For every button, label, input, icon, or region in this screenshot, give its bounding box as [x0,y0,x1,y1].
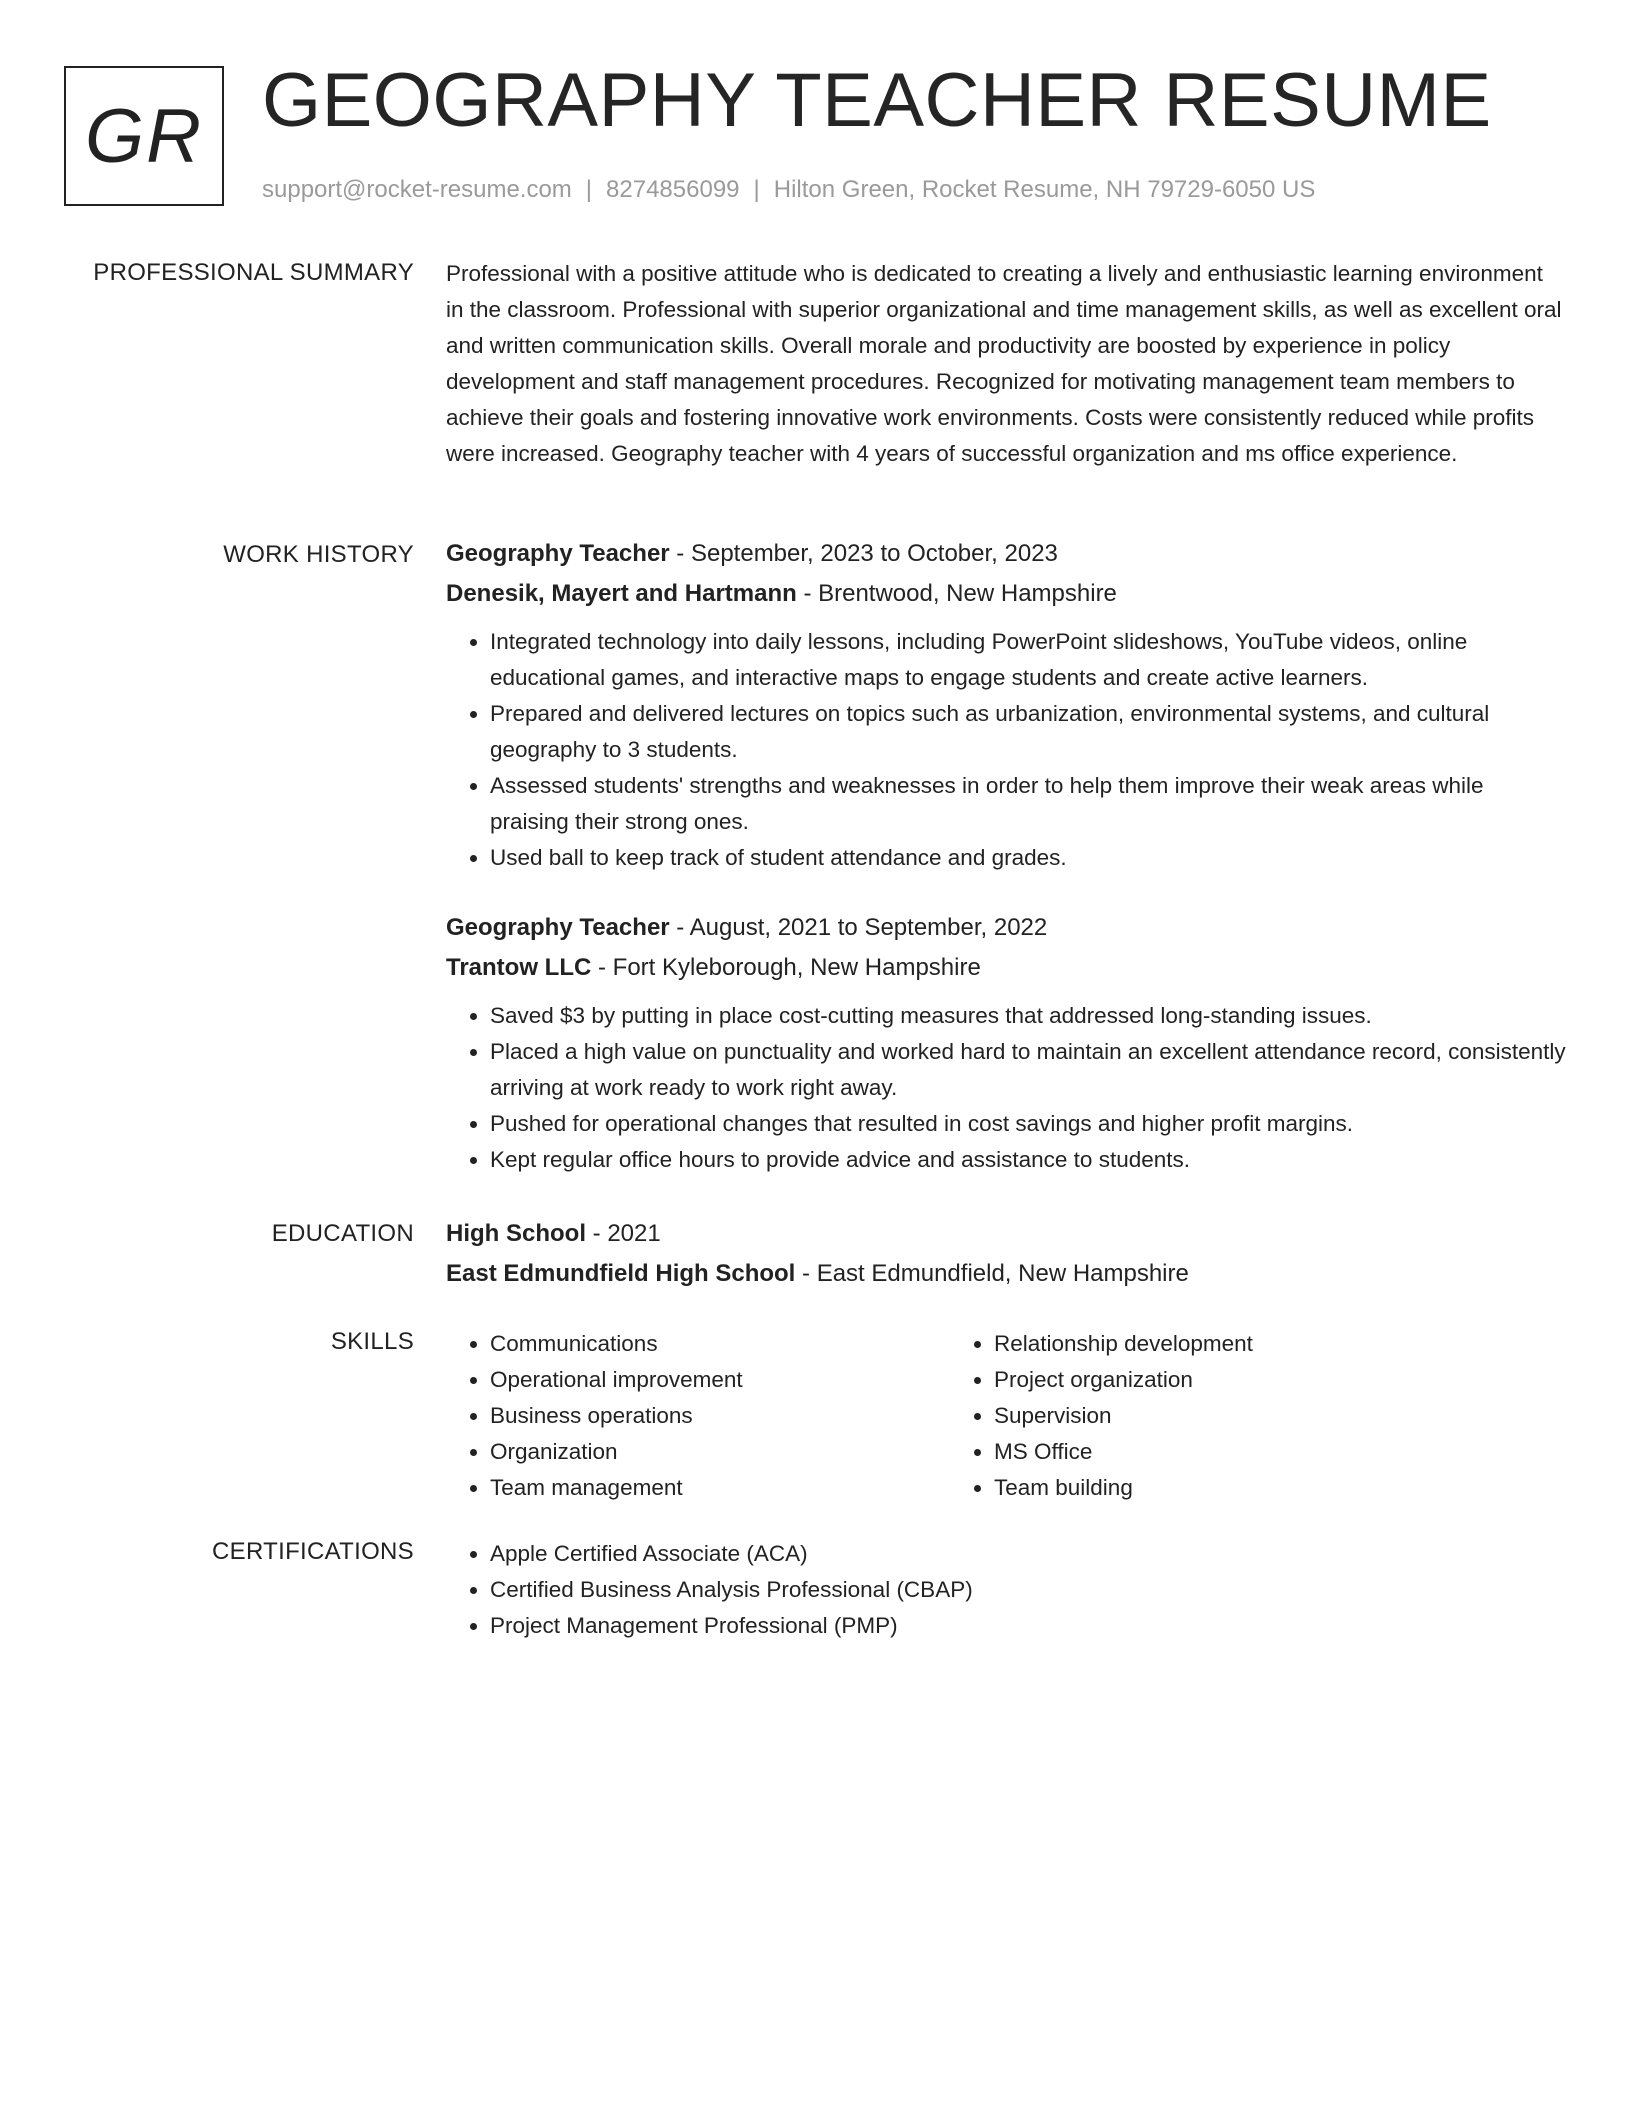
job-entry [446,534,1566,876]
job-title-line [446,534,1566,574]
summary-heading: PROFESSIONAL SUMMARY [93,259,414,286]
job-bullet: • Integrated technology into daily lessons, including PowerPoint slideshows, YouTube videos, online educational games, and interactive maps to engage students and create active learners. [490,624,1566,696]
summary-text: Professional with a positive attitude who is dedicated to creating a lively and enthusiastic learning environment in the classroom. Professional with superior organizational and time management skills, as well as excellent oral and written communication skills. Overall morale and productivity are boosted by experience in policy development and staff management procedures. Recognized for motivating management team members to achieve their goals and fostering innovative work environments. Costs were consistently reduced while profits were increased. Geography teacher with 4 years of successful organization and ms office experience. [446,261,1562,466]
certifications-heading: CERTIFICATIONS [212,1538,414,1565]
education-entry [446,1214,1566,1294]
job-title-line [446,908,1566,948]
job-company-line [446,574,1566,614]
skills-column-right [950,1326,1454,1506]
job-bullets [446,998,1566,1178]
skills-column-left [446,1326,950,1506]
contact-phone: 8274856099 [606,176,740,203]
certification-item: • Project Management Professional (PMP) [490,1608,1566,1644]
skill-item: • Team management [490,1470,950,1506]
skills-heading: SKILLS [330,1328,414,1355]
education-heading: EDUCATION [271,1220,414,1247]
job-bullets [446,624,1566,876]
job-dates: - September, 2023 to October, 2023 [669,540,1058,567]
skill-item: • Project organization [994,1362,1454,1398]
job-bullet: • Saved $3 by putting in place cost-cutting measures that addressed long-standing issues. [490,998,1566,1034]
skill-item: • Communications [490,1326,950,1362]
contact-email: support@rocket-resume.com [262,176,572,203]
school-name: East Edmundfield High School [446,1260,796,1287]
skill-item: • Relationship development [994,1326,1454,1362]
skills-section [446,1326,1566,1506]
job-company-line [446,948,1566,988]
job-company: Denesik, Mayert and Hartmann [446,580,797,607]
job-location: - Brentwood, New Hampshire [796,580,1117,607]
job-entry [446,908,1566,1178]
skill-item: • Supervision [994,1398,1454,1434]
job-location: - Fort Kyleborough, New Hampshire [591,954,981,981]
job-title: Geography Teacher [446,914,670,941]
job-bullet: • Pushed for operational changes that resulted in cost savings and higher profit margins. [490,1106,1566,1142]
education-year: - 2021 [586,1220,661,1247]
school-location: - East Edmundfield, New Hampshire [795,1260,1189,1287]
degree-line [446,1214,1566,1254]
job-dates: - August, 2021 to September, 2022 [669,914,1048,941]
certifications-list [446,1536,1566,1644]
job-bullet: • Prepared and delivered lectures on topics such as urbanization, environmental systems, and cultural geography to 3 students. [490,696,1566,768]
certification-item: • Apple Certified Associate (ACA) [490,1536,1566,1572]
contact-address: Hilton Green, Rocket Resume, NH 79729-6050 US [773,176,1316,203]
skill-item: • MS Office [994,1434,1454,1470]
job-bullet: • Placed a high value on punctuality and worked hard to maintain an excellent attendance record, consistently arriving at work ready to work right away. [490,1034,1566,1106]
job-bullet: • Used ball to keep track of student attendance and grades. [490,840,1566,876]
school-line [446,1254,1566,1294]
page-title: GEOGRAPHY TEACHER RESUME [262,58,1492,143]
skill-item: • Organization [490,1434,950,1470]
skill-item: • Team building [994,1470,1454,1506]
skill-item: • Business operations [490,1398,950,1434]
summary-section [446,256,1566,472]
certifications-section [446,1536,1566,1644]
contact-separator: | [753,176,760,203]
contact-line [262,174,1315,206]
skill-item: • Operational improvement [490,1362,950,1398]
degree: High School [446,1220,586,1247]
job-title: Geography Teacher [446,540,670,567]
job-bullet: • Assessed students' strengths and weaknesses in order to help them improve their weak areas while praising their strong ones. [490,768,1566,840]
job-company: Trantow LLC [446,954,592,981]
job-bullet: • Kept regular office hours to provide advice and assistance to students. [490,1142,1566,1178]
work-history-heading: WORK HISTORY [223,541,414,568]
monogram-badge: GR [64,66,224,206]
certification-item: • Certified Business Analysis Professional (CBAP) [490,1572,1566,1608]
contact-separator: | [585,176,593,203]
